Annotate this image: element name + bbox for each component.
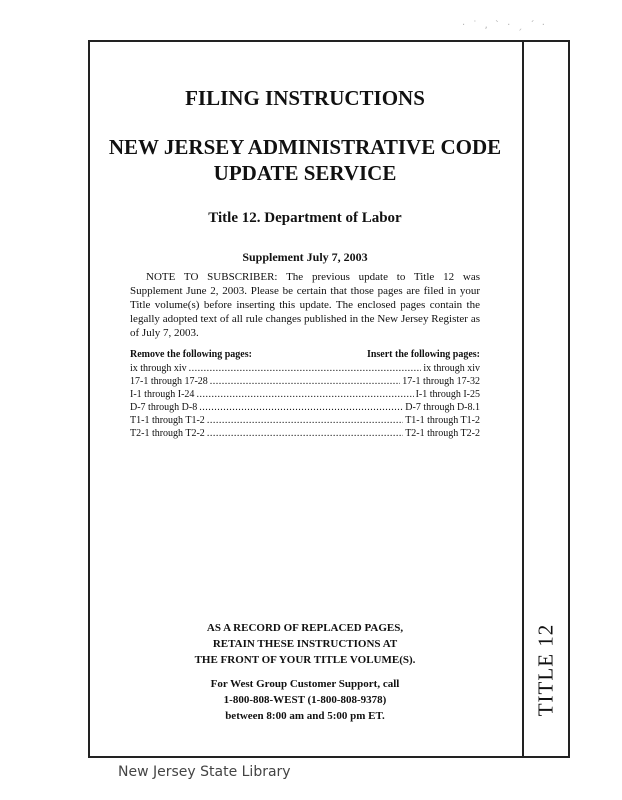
record-notice: [90, 620, 520, 668]
page-title: FILING INSTRUCTIONS: [185, 86, 425, 110]
insert-pages: T1-1 through T1-2: [405, 415, 480, 426]
tab-label-text: TITLE 12: [533, 623, 558, 717]
record-line1: AS A RECORD OF REPLACED PAGES,: [206, 622, 404, 634]
table-row: [130, 414, 480, 427]
library-stamp: New Jersey State Library: [118, 764, 291, 780]
code-heading-line2: UPDATE SERVICE: [213, 161, 397, 185]
support-line1: For West Group Customer Support, call: [210, 678, 400, 690]
record-line2: RETAIN THESE INSTRUCTIONS AT: [212, 638, 398, 650]
table-row: [130, 388, 480, 401]
support-line2: 1-800-808-WEST (1-800-808-9378): [223, 694, 387, 706]
insert-pages: T2-1 through T2-2: [405, 428, 480, 439]
leader-dots: [207, 414, 403, 427]
insert-header: Insert the following pages:: [366, 349, 480, 360]
leader-dots: [189, 362, 422, 375]
insert-pages: ix through xiv: [423, 363, 480, 374]
code-heading-line1: NEW JERSEY ADMINISTRATIVE CODE: [108, 135, 502, 159]
tab-label: [528, 623, 564, 717]
leader-dots: [196, 388, 413, 401]
table-row: [130, 362, 480, 375]
pages-table: [130, 348, 480, 440]
leader-dots: [207, 427, 403, 440]
title-name: Title 12. Department of Labor: [208, 210, 402, 226]
leader-dots: [210, 375, 400, 388]
subscriber-note: NOTE TO SUBSCRIBER: The previous update to Title 12 was Supplement June 2, 2003. Please be certain that those pages are filed in your Title volume(s) before inserting this update. The enclosed pages contain the legally adopted text of all rule changes published in the New Jersey Register as of July 7, 2003.: [130, 271, 480, 339]
supplement-date: Supplement July 7, 2003: [242, 250, 368, 264]
remove-pages: T2-1 through T2-2: [130, 428, 205, 439]
insert-pages: 17-1 through 17-32: [402, 376, 480, 387]
leader-dots: [199, 401, 403, 414]
remove-pages: T1-1 through T1-2: [130, 415, 205, 426]
pages-header: [130, 348, 480, 361]
remove-pages: I-1 through I-24: [130, 389, 195, 400]
remove-header: Remove the following pages:: [130, 349, 252, 360]
insert-pages: D-7 through D-8.1: [405, 402, 480, 413]
scan-noise: · ˙ ‚ ˋ · ˏ ˊ ·: [462, 20, 547, 31]
remove-pages: 17-1 through 17-28: [130, 376, 208, 387]
table-row: [130, 375, 480, 388]
code-heading: [90, 134, 520, 186]
support-notice: [90, 676, 520, 724]
table-row: [130, 427, 480, 440]
table-row: [130, 401, 480, 414]
remove-pages: ix through xiv: [130, 363, 187, 374]
remove-pages: D-7 through D-8: [130, 402, 198, 413]
support-line3: between 8:00 am and 5:00 pm ET.: [225, 710, 385, 722]
insert-pages: I-1 through I-25: [415, 389, 480, 400]
record-line3: THE FRONT OF YOUR TITLE VOLUME(S).: [194, 654, 416, 666]
